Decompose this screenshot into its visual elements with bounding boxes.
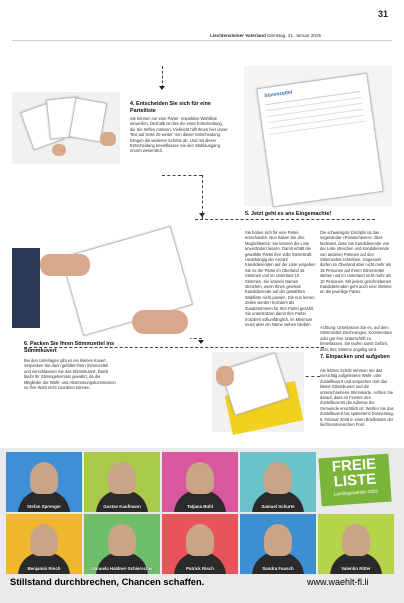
sleeve: [12, 248, 40, 328]
flow-line: [162, 66, 163, 88]
candidate-card: [6, 452, 82, 512]
writing-ballot-photo: [12, 222, 190, 346]
header-rule: [12, 40, 392, 41]
issue-date: Dienstag, 21. Januar 2025: [267, 33, 322, 38]
hand: [40, 254, 90, 276]
step5-col2: Die schwierigste Disziplin ist das sogenannte «Panaschieren». Dies bedeutet, dass Sie Kandidierende von der Liste streichen und Kandidierende von anderen Parteien auf den Stimmzettel schreiben. Insgesamt dürfen im Oberland aber nicht mehr als 15 Personen auf Ihrem Stimmzettel stehen und im Unterland nicht mehr als 10 Personen. Mit jedem geschriebenen Kandidierenden geht auch eine Stimme an die jeweilige Partei.: [320, 230, 392, 295]
logo-box: FREIE LISTE Landtagswahlen 2025: [318, 454, 391, 507]
candidate-card: [318, 514, 394, 574]
candidate-name: Gustav Kaufmann: [103, 504, 141, 509]
step6-body: Bei den Unterlagen gibt es ein kleines Kuvert. Verpacken Sie darin gefaltet Ihren Stimmzettel und verschliessen Sie das Stimmkuvert. Damit bleibt Ihr Stimmgeheimnis gewahrt, da die Mitglieder der Wahl- und Abstimmungskommission so Ihre Wahl nicht zuordnen können.: [24, 358, 116, 391]
publication-line: [210, 33, 321, 38]
ballot-sheet: [256, 73, 384, 207]
candidate-name: Benjamin Risch: [27, 566, 61, 571]
step5-title: 5. Jetzt geht es ans Eingemachte!: [245, 211, 332, 217]
candidate-card: [84, 452, 160, 512]
ballot-photo: [244, 66, 392, 206]
candidate-name: Samuel Schurte: [261, 504, 295, 509]
hand: [216, 366, 234, 386]
ad-url[interactable]: www.waehlt-fl.li: [307, 577, 369, 587]
step4-title: 4. Entscheiden Sie sich für eine Parteiliste: [130, 101, 211, 114]
candidate-card: [240, 514, 316, 574]
arrow-down-icon: [159, 86, 165, 90]
flow-line: [195, 219, 375, 220]
candidate-name: Sandra Fausch: [262, 566, 294, 571]
candidate-card: [162, 452, 238, 512]
step5-col1: Sie haben sich für eine Partei entschieden. Nun haben Sie drei Möglichkeiten: Sie können die Liste unverändert lassen. Damit erhält die gewählte Partei ihre volle Stimmkraft. Unabhängig der Anzahl Kandidierenden auf der Liste vergeben Sie so der Partei im Oberland 15 Stimmen und im Unterland 10 Stimmen. Sie können Namen streichen, wenn Ihnen gewisse Kandidierende auf der gewählten Wahlliste nicht passen. Die nun leeren Zeilen werden trotzdem als Zusatzstimmen für Ihre Partei gezählt. Sie unterstützen damit Ihre Partei trotzdem vollumfänglich, im Minimum muss aber ein Name stehen bleiben.: [245, 230, 316, 327]
step6-title: 6. Packen Sie Ihren Stimmzettel ins Stimmkuvert: [24, 341, 115, 354]
candidate-name: Manuela Haldner-Schierscher: [91, 566, 153, 571]
ad-slogan: Stillstand durchbrechen, Chancen schaffen.: [10, 577, 205, 587]
candidate-name: Stefan Sprenger: [27, 504, 61, 509]
arrow-down-icon: [198, 340, 204, 344]
arrow-down-icon: [199, 213, 205, 217]
candidate-card: [162, 514, 238, 574]
envelope-photo: [212, 352, 304, 432]
step5-note: Achtung: Unterlassen Sie es, auf dem Stimmzettel Zeichnungen, Kommentare oder gar Ihre Unterschrift zu hinterlassen. Sie laufen sonst Gefahr, dass Ihre Stimme ungültig wird.: [320, 325, 392, 352]
hand: [132, 310, 188, 334]
step7-body: Als letzten Schritt nehmen Sie das vorsichtig aufgelesene Wahl- oder Zustellkuvert und verpacken dort das kleine Stimmkuvert und die unterschriebene Stimmkarte. Achten Sie darauf, dass im Fenster des Zustellkuverts die Adresse der Gemeinde ersichtlich ist. Werfen Sie das Zustellkuvert bis spätestens Donnerstag, 6. Februar 2025 in einen Briefkasten der liechtensteinischen Post.: [320, 368, 394, 428]
flow-line: [162, 175, 202, 176]
step7-title: 7. Einpacken und aufgeben: [320, 354, 390, 360]
ballots-photo: [12, 92, 120, 164]
hand: [100, 132, 116, 146]
candidate-name: Valentin Ritter: [341, 566, 371, 571]
freie-liste-logo: [320, 456, 390, 512]
candidate-card: [84, 514, 160, 574]
publication-name: Liechtensteiner Vaterland: [210, 33, 266, 38]
candidate-name: Tatjana Bühl: [186, 504, 214, 509]
candidate-name: Patrick Risch: [186, 566, 214, 571]
ballot-label: Stimmzettel: [263, 89, 293, 100]
hand: [52, 144, 66, 156]
candidate-card: [6, 514, 82, 574]
candidate-card: [240, 452, 316, 512]
step4-body: Sie können nur eine Partei- respektive Wahlliste einwerfen. Deshalb ist dies die erste Entscheidung, die Sie treffen müssen. Vielleicht hilft Ihnen hier unser Text auf Seite 29 weiter. Von dieser Entscheidung hängen die weiteren Schritte ab. Und mit dieser Entscheidung beeinflussen Sie den Wahlausgang enorm wesentlich.: [130, 116, 228, 154]
page-number: 31: [378, 9, 389, 19]
